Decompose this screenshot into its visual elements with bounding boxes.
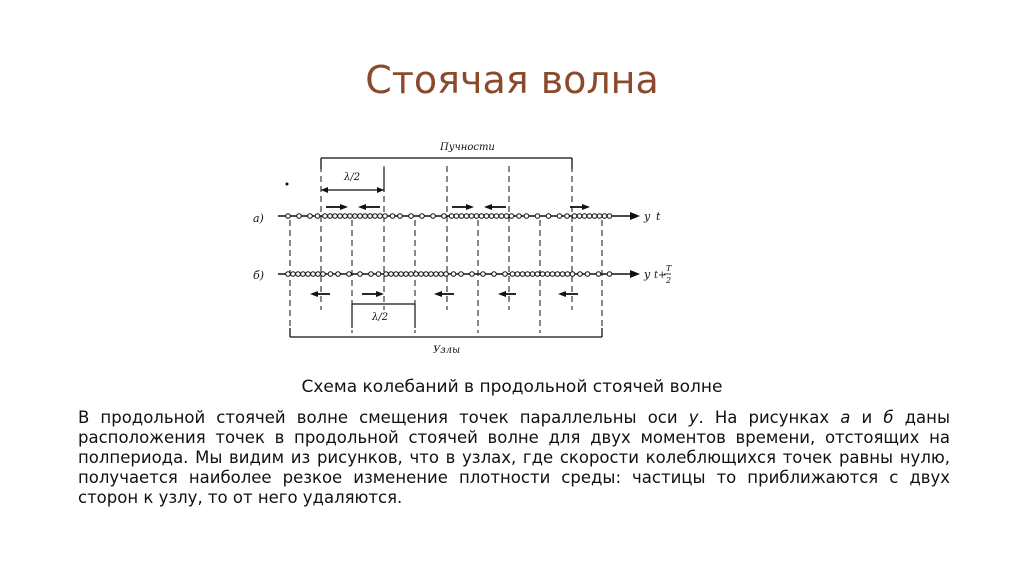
row-b-motion-arrows <box>310 291 578 297</box>
particle <box>503 272 508 277</box>
particle <box>494 214 499 219</box>
stray-dot <box>286 183 289 186</box>
body-axis-letter: y <box>688 408 699 427</box>
particle <box>434 272 439 277</box>
body-part-2: . На рисунках <box>698 408 841 427</box>
particle <box>368 214 373 219</box>
particle <box>597 214 602 219</box>
particle <box>515 272 520 277</box>
particle <box>286 214 291 219</box>
particle <box>409 272 414 277</box>
particle <box>409 214 414 219</box>
particle <box>535 214 540 219</box>
particle <box>328 272 333 277</box>
particle <box>347 272 352 277</box>
nodes-label: Узлы <box>433 345 461 356</box>
particle <box>459 214 464 219</box>
particle <box>479 214 484 219</box>
particle <box>358 272 363 277</box>
particle <box>555 272 560 277</box>
nodes-bracket <box>290 328 602 337</box>
particle <box>572 214 577 219</box>
particle <box>470 272 475 277</box>
particle <box>394 272 399 277</box>
body-part-4: даны расположения точек в продольной стоячей волне для двух моментов времени, отстоящих на полпериода. Мы видим из рисунков, что в узлах, где скорости колеблющихся точек равны нулю, получается наиболее резкое изменение плотности среды: частицы то приближаются с двух сторон к узлу, то от него удаляются. <box>78 408 950 507</box>
particle <box>442 214 447 219</box>
row-b-axis-arrow <box>630 270 640 278</box>
particle <box>291 272 296 277</box>
particle <box>607 214 612 219</box>
antinodes-label: Пучности <box>440 142 495 153</box>
particle <box>499 214 504 219</box>
row-b-time-denominator: 2 <box>666 276 672 285</box>
particle <box>459 272 464 277</box>
particle <box>424 272 429 277</box>
standing-wave-diagram <box>250 128 670 358</box>
particle <box>587 214 592 219</box>
particle <box>489 214 494 219</box>
particle <box>439 272 444 277</box>
particle <box>596 272 601 277</box>
particle <box>524 214 529 219</box>
particle <box>607 272 612 277</box>
particle <box>530 272 535 277</box>
particle <box>301 272 306 277</box>
row-a-axis-arrow <box>630 212 640 220</box>
half-wave-label-top: λ/2 <box>344 172 361 183</box>
particle <box>540 272 545 277</box>
particle <box>338 214 343 219</box>
particle <box>390 214 395 219</box>
particle <box>492 272 497 277</box>
particle <box>449 214 454 219</box>
particle <box>585 272 590 277</box>
particle <box>286 272 291 277</box>
particle <box>404 272 409 277</box>
particle <box>358 214 363 219</box>
particle <box>510 272 515 277</box>
particle <box>509 214 514 219</box>
particle <box>398 214 403 219</box>
particle <box>311 272 316 277</box>
particle <box>602 214 607 219</box>
particle <box>419 272 424 277</box>
particle <box>520 272 525 277</box>
particle <box>577 214 582 219</box>
particle <box>389 272 394 277</box>
particle <box>316 272 321 277</box>
particle <box>454 214 459 219</box>
particle <box>376 272 381 277</box>
particle <box>570 272 575 277</box>
particle <box>348 214 353 219</box>
particle <box>546 214 551 219</box>
particle <box>321 272 326 277</box>
row-b-time-prefix: t+ <box>654 270 667 281</box>
body-letter-a: а <box>840 408 851 427</box>
diagram-svg <box>250 128 670 358</box>
particle <box>429 272 434 277</box>
particle <box>378 214 383 219</box>
row-b-time-numerator: T <box>666 264 672 273</box>
particle <box>481 272 486 277</box>
particle <box>383 214 388 219</box>
body-part-3: и <box>850 408 884 427</box>
row-a-axis-label: y <box>644 210 651 223</box>
row-a-time-label: t <box>656 210 661 223</box>
particle <box>369 272 374 277</box>
particle <box>399 272 404 277</box>
body-letter-b: б <box>883 408 894 427</box>
particle <box>315 214 320 219</box>
particle <box>336 272 341 277</box>
particle <box>560 272 565 277</box>
particle <box>297 214 302 219</box>
particle <box>420 214 425 219</box>
particle <box>296 272 301 277</box>
body-paragraph <box>78 408 950 508</box>
slide-title: Стоячая волна <box>365 58 659 102</box>
row-a-motion-arrows <box>326 204 590 210</box>
particle <box>484 214 489 219</box>
particle <box>565 272 570 277</box>
particle <box>444 272 449 277</box>
particle <box>328 214 333 219</box>
particle <box>384 272 389 277</box>
row-b-label: б) <box>253 269 265 282</box>
particle <box>592 214 597 219</box>
antinode-guides <box>321 166 572 310</box>
particle <box>517 214 522 219</box>
particle <box>373 214 378 219</box>
particle <box>582 214 587 219</box>
row-a-label: а) <box>253 212 264 225</box>
row-b-axis-label: y <box>644 268 651 281</box>
particle <box>535 272 540 277</box>
body-part-1: В продольной стоячей волне смещения точек параллельны оси <box>78 408 689 427</box>
particle <box>550 272 555 277</box>
particle <box>323 214 328 219</box>
particle <box>451 272 456 277</box>
particle <box>578 272 583 277</box>
particle <box>306 272 311 277</box>
particle <box>565 214 570 219</box>
particle <box>363 214 368 219</box>
particle <box>557 214 562 219</box>
particle <box>431 214 436 219</box>
particle <box>469 214 474 219</box>
particle <box>414 272 419 277</box>
particle <box>308 214 313 219</box>
particle <box>343 214 348 219</box>
half-wave-label-bottom: λ/2 <box>372 312 389 323</box>
figure-caption: Схема колебаний в продольной стоячей волне <box>301 377 723 397</box>
particle <box>353 214 358 219</box>
particle <box>525 272 530 277</box>
particle <box>464 214 469 219</box>
particle <box>333 214 338 219</box>
particle <box>474 214 479 219</box>
particle <box>504 214 509 219</box>
particle <box>545 272 550 277</box>
